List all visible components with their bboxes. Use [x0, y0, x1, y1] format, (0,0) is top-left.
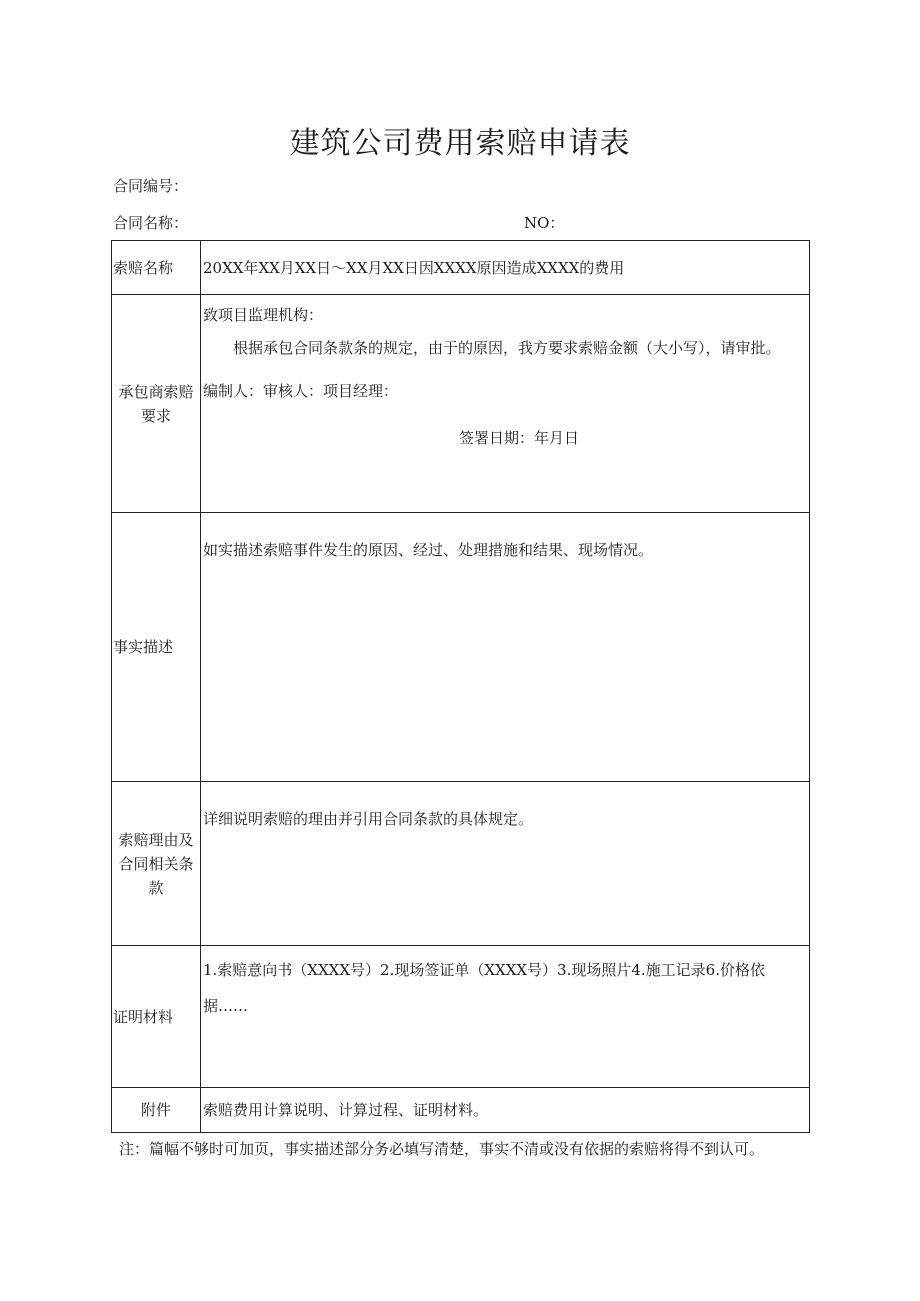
claim-name-value: 20XX年XX月XX日～XX月XX日因XXXX原因造成XXXX的费用: [201, 241, 810, 295]
table-row-evidence: [112, 946, 810, 1088]
claim-name-label: 索赔名称: [112, 241, 201, 295]
table-row-claim-reason: [112, 782, 810, 946]
fact-description-cell: [201, 513, 810, 782]
claim-reason-cell: [201, 782, 810, 946]
fact-description-label: 事实描述: [112, 513, 201, 782]
signers: 编制人：审核人：项目经理：: [203, 382, 399, 400]
fact-description-value: 如实描述索赔事件发生的原因、经过、处理措施和结果、现场情况。: [203, 541, 654, 559]
contractor-request-label: 承包商索赔要求: [112, 295, 201, 513]
attachment-value: 索赔费用计算说明、计算过程、证明材料。: [201, 1088, 810, 1133]
no-label: NO：: [524, 214, 565, 232]
contractor-request-cell: [201, 295, 810, 513]
contract-no-label: 合同编号：: [113, 177, 189, 195]
sign-date: 签署日期：年月日: [458, 429, 579, 447]
page-title: 建筑公司费用索赔申请表: [289, 126, 631, 161]
table-row-fact-description: [112, 513, 810, 782]
evidence-cell: [201, 946, 810, 1088]
evidence-label: 证明材料: [112, 946, 201, 1088]
evidence-value: 1.索赔意向书（XXXX号）2.现场签证单（XXXX号）3.现场照片4.施工记录6.价格依据……: [203, 961, 765, 1015]
table-row-claim-name: [112, 241, 810, 295]
table-row-contractor-request: [112, 295, 810, 513]
footnote: 注：篇幅不够时可加页，事实描述部分务必填写清楚，事实不清或没有依据的索赔将得不到认可。: [119, 1140, 765, 1158]
claim-form-table: [111, 240, 810, 1133]
table-row-attachment: [112, 1088, 810, 1133]
attachment-label: 附件: [112, 1088, 201, 1133]
contract-name-label: 合同名称：: [113, 214, 189, 232]
request-body: 根据承包合同条款条的规定，由于的原因，我方要求索赔金额（大小写），请审批。: [233, 339, 781, 357]
claim-reason-label: 索赔理由及合同相关条款: [112, 782, 201, 946]
claim-reason-value: 详细说明索赔的理由并引用合同条款的具体规定。: [203, 810, 534, 828]
salutation: 致项目监理机构：: [203, 306, 324, 324]
